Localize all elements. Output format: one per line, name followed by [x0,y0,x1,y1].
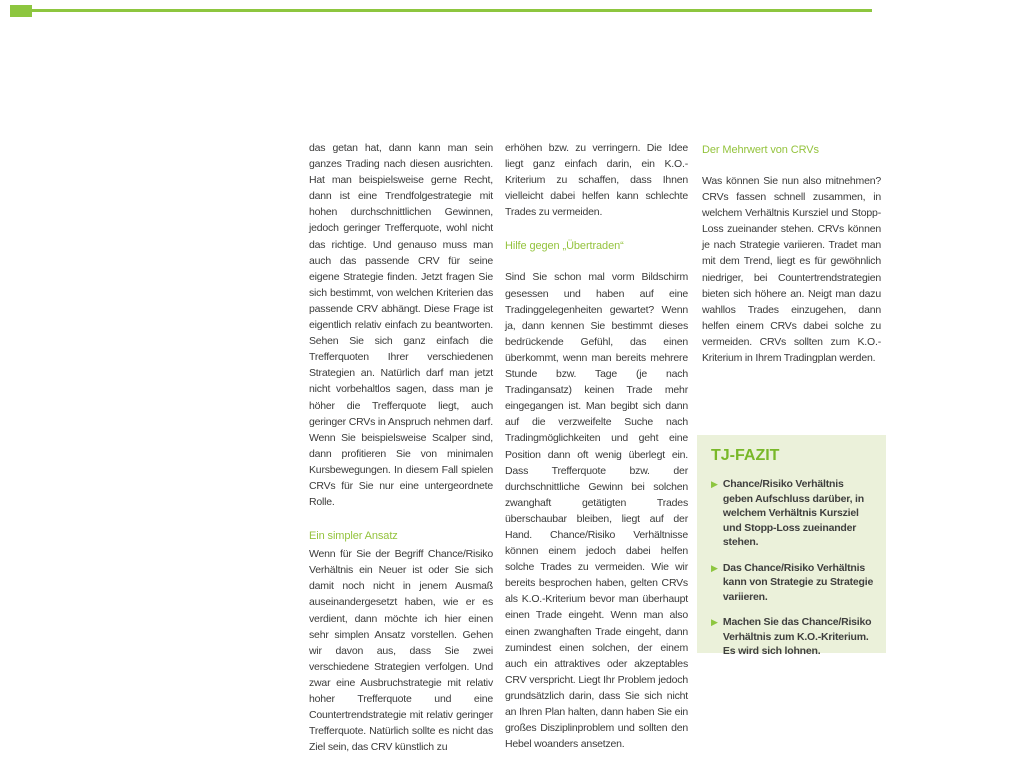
body-paragraph: Wenn für Sie der Begriff Chance/Risiko Verhältnis ein Neuer ist oder Sie sich damit noch nicht in jenem Ausmaß auseinandergesetzt haben, wie er es verdient, dann möchte ich hier einen sehr simplen Ansatz vorstellen. Gehen wir davon aus, dass Sie zwei verschiedene Strategien verfolgen. Und zwar eine Ausbruchstrategie mit relativ hoher Trefferquote und eine Countertrendstrategie mit relativ geringer Trefferquote. Natürlich sollte es nicht das Ziel sein, das CRV künstlich zu [309,548,493,754]
fazit-list [711,477,874,659]
text-column-3 [702,140,881,366]
section-heading: Der Mehrwert von CRVs [702,144,819,156]
fazit-summary-box [697,435,886,657]
body-paragraph: das getan hat, dann kann man sein ganzes Trading nach diesen ausrichten. Hat man beispielsweise gerne Recht, dann ist eine Trendfolgestrategie mit hohen durchschnittlichen Gewinnen, jedoch geringer Trefferquote, wohl nicht das richtige. Und genauso muss man auch das passende CRV für seine eigene Strategie finden. Jetzt fragen Sie sich bestimmt, von welchen Kriterien das passende CRV abhängt. Diese Frage ist eigentlich relativ einfach zu beantworten. Sehen Sie sich ganz einfach die Trefferquoten Ihrer verschiedenen Strategien an. Natürlich darf man jetzt nicht vorbehaltlos sagen, dass man je höher die Trefferquote liegt, auch geringer CRVs in Anspruch nehmen darf. Wenn Sie beispielsweise Scalper sind, dann profitieren Sie von minimalen Kursbewegungen. In diesem Fall spielen CRVs für Sie nur eine untergeordnete Rolle. [309,142,493,509]
bullet-arrow-icon: ▶ [711,479,718,489]
body-paragraph: Sind Sie schon mal vorm Bildschirm gesessen und haben auf eine Tradinggelegenheiten gewartet? Wenn ja, dann kennen Sie bestimmt dieses bedrückende Gefühl, das einen überkommt, wenn man bereits mehrere Stunde bzw. Tage (je nach Tradingansatz) keinen Trade mehr eingegangen ist. Man begibt sich dann auf die verzweifelte Suche nach Tradingmöglichkeiten und geht eine Position dann oft wenig überlegt ein. Dass Trefferquote bzw. der durchschnittliche Gewinn bei solchen zwanghaft getätigten Trades überschaubar bleiben, liegt auf der Hand. Chance/Risiko Verhältnisse können einem jedoch dabei helfen solche Trades zu vermeiden. Wie wir bereits besprochen haben, gelten CRVs als K.O.-Kriterium bevor man überhaupt einen Trade eingeht. Wenn man also einen zwanghaften Trade eingeht, dann zumindest einen solchen, der einem auch ein attraktives oder akzeptables CRV verspricht. Liegt Ihr Problem jedoch grundsätzlich darin, dass Sie sich nicht an Ihren Plan halten, dann haben Sie ein großes Disziplinproblem und sollten den Hebel woanders ansetzen. [505,271,688,751]
section-heading: Ein simpler Ansatz [309,530,398,543]
fazit-item-text: Machen Sie das Chance/Risiko Verhältnis zum K.O.-Kriterium. Es wird sich lohnen. [722,616,872,657]
fazit-item-text: Chance/Risiko Verhältnis geben Aufschluss darüber, in welchem Verhältnis Kursziel und Stopp-Loss zueinander stehen. [722,478,864,548]
section-heading: Hilfe gegen „Übertraden“ [505,240,624,253]
body-paragraph: erhöhen bzw. zu verringern. Die Idee liegt ganz einfach darin, ein K.O.-Kriterium zu schaffen, dass Ihnen vielleicht dabei helfen kann schlechte Trades zu vermeiden. [505,142,688,219]
fazit-title: TJ-FAZIT [711,447,780,464]
fazit-item [711,561,874,605]
bullet-arrow-icon: ▶ [711,562,718,573]
body-paragraph: Was können Sie nun also mitnehmen? CRVs fassen schnell zusammen, in welchem Verhältnis Kursziel und Stopp-Loss zueinander stehen. CRVs können je nach Strategie variieren. Tradet man mit dem Trend, liegt es für gewöhnlich niedriger, bei Countertrendstrategien bieten sich höhere an. Neigt man dazu wahllos Trades einzugehen, dann helfen einem CRVs dabei solche zu vermeiden. CRVs sollten zum K.O.-Kriterium in Ihrem Tradingplan werden. [702,175,881,365]
fazit-item [711,615,874,659]
top-rule-accent-block [10,5,32,17]
fazit-item [711,477,874,550]
fazit-item-text: Das Chance/Risiko Verhältnis kann von Strategie zu Strategie variieren. [722,561,874,603]
top-rule-line [30,9,872,12]
bullet-arrow-icon: ▶ [711,617,718,627]
text-column-2 [505,140,688,752]
text-column-1 [309,140,493,755]
